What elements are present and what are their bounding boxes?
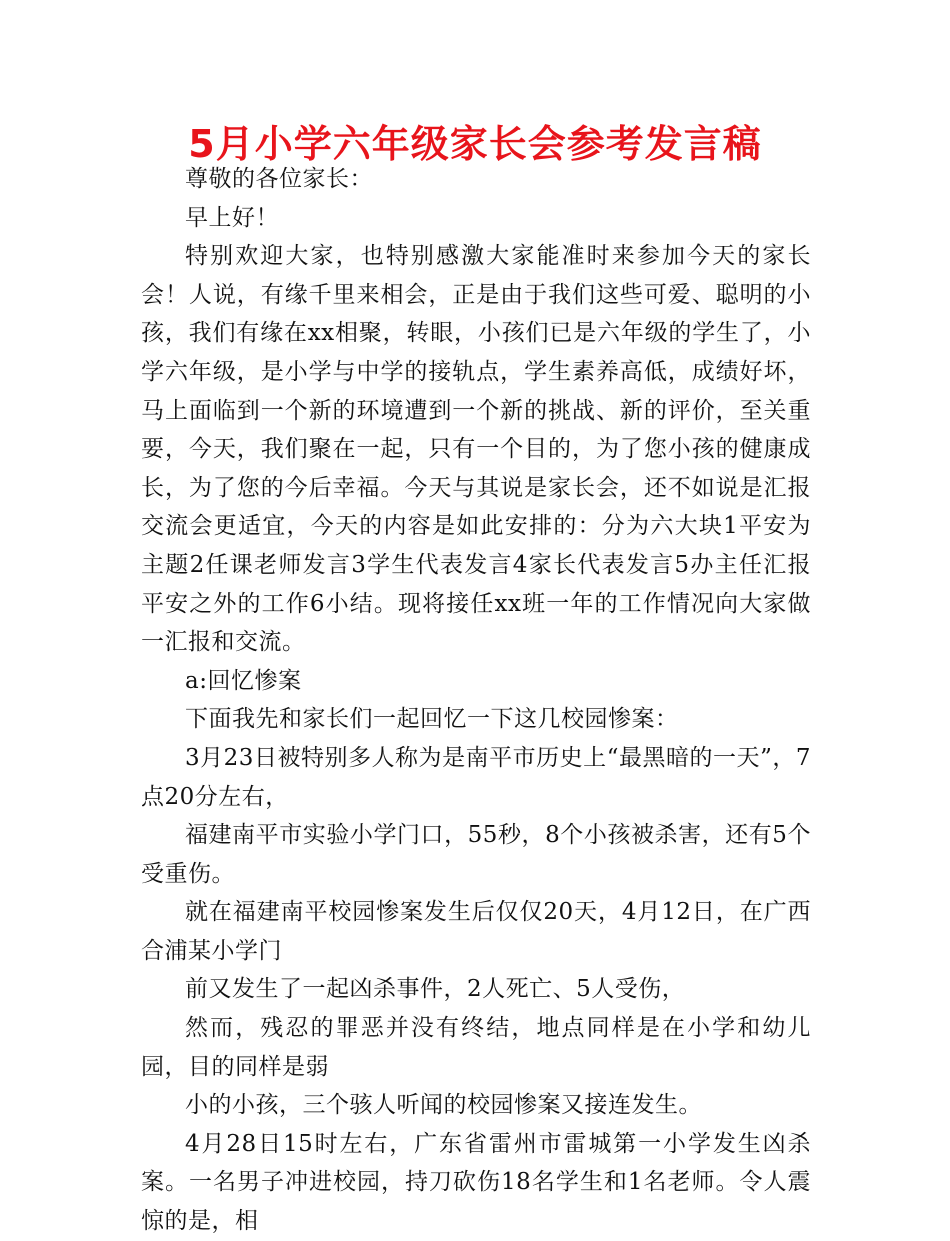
paragraph: 4月28日15时左右，广东省雷州市雷城第一小学发生凶杀案。一名男子冲进校园，持刀砍伤18名学生和1名老师。令人震惊的是，相 [141, 1130, 811, 1235]
paragraph: 就在福建南平校园惨案发生后仅仅20天，4月12日，在广西合浦某小学门 [141, 899, 811, 964]
paragraph: 然而，残忍的罪恶并没有终结，地点同样是在小学和幼儿园，目的同样是弱 [141, 1015, 811, 1080]
paragraph: 福建南平市实验小学门口，55秒，8个小孩被杀害，还有5个受重伤。 [141, 822, 811, 887]
paragraph: 小的小孩，三个骇人听闻的校园惨案又接连发生。 [185, 1092, 702, 1119]
paragraph: 前又发生了一起凶杀事件，2人死亡、5人受伤， [185, 976, 686, 1003]
paragraph-intro: 特别欢迎大家，也特别感激大家能准时来参加今天的家长会！人说，有缘千里来相会，正是由于我们这些可爱、聪明的小孩，我们有缘在xx相聚，转眼，小孩们已是六年级的学生了，小学六年级，是小学与中学的接轨点，学生素养高低，成绩好坏，马上面临到一个新的环境遭到一个新的挑战、新的评价，至关重要，今天，我们聚在一起，只有一个目的，为了您小孩的健康成长，为了您的今后幸福。今天与其说是家长会，还不如说是汇报交流会更适宜，今天的内容是如此安排的：分为六大块1平安为主题2任课老师发言3学生代表发言4家长代表发言5办主任汇报平安之外的工作6小结。现将接任xx班一年的工作情况向大家做一汇报和交流。 [141, 243, 811, 656]
document-body [141, 160, 811, 1241]
paragraph: 3月23日被特别多人称为是南平市历史上“最黑暗的一天”，7点20分左右， [141, 744, 811, 810]
paragraph-salutation: 尊敬的各位家长： [185, 166, 373, 192]
paragraph-greeting: 早上好！ [185, 204, 279, 231]
paragraph: 下面我先和家长们一起回忆一下这几校园惨案： [185, 706, 679, 733]
paragraph-section-heading: a:回忆惨案 [185, 667, 302, 694]
document-title: 5月小学六年级家长会参考发言稿 [188, 122, 762, 166]
